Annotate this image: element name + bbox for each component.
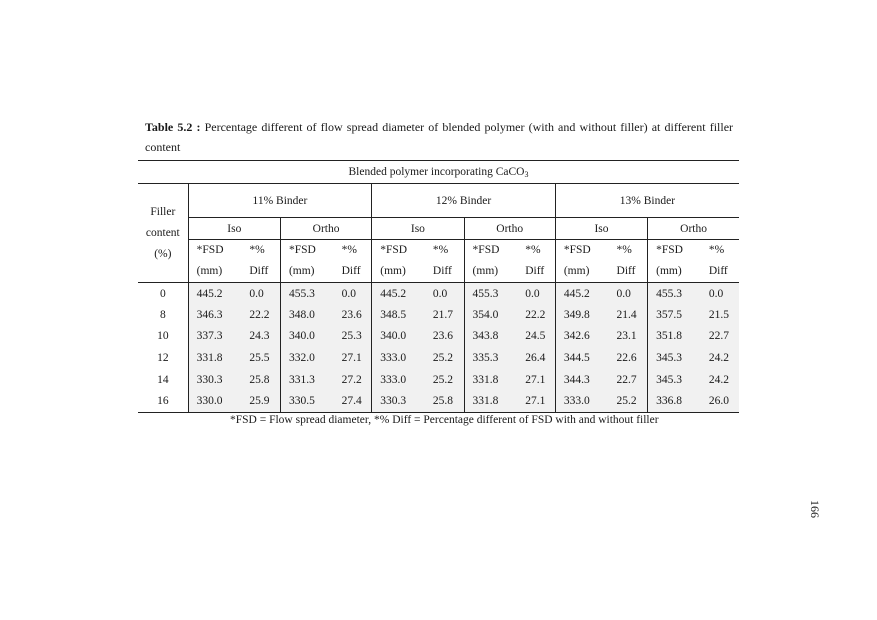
binder-header-12: 12% Binder	[372, 184, 556, 218]
col-head-unit-diff: Diff	[609, 261, 648, 283]
fsd-value-cell: 330.3	[372, 390, 425, 412]
diff-value-cell: 25.9	[241, 390, 280, 412]
diff-value-cell: 21.7	[425, 304, 464, 326]
fsd-value-cell: 344.5	[555, 347, 608, 369]
fsd-value-cell: 342.6	[555, 326, 608, 348]
col-head-diff: *%	[334, 240, 372, 261]
col-head-diff: *%	[241, 240, 280, 261]
fsd-value-cell: 345.3	[648, 369, 701, 391]
binder-header-11: 11% Binder	[188, 184, 372, 218]
diff-value-cell: 25.8	[241, 369, 280, 391]
fsd-value-cell: 455.3	[280, 283, 333, 305]
col-head-fsd: *FSD	[472, 244, 500, 257]
resin-header-ortho: Ortho	[464, 218, 555, 240]
fsd-value-cell: 348.0	[280, 304, 333, 326]
resin-header-iso: Iso	[188, 218, 280, 240]
col-head-unit-mm: (mm)	[372, 261, 425, 283]
fsd-value-cell: 351.8	[648, 326, 701, 348]
diff-value-cell: 0.0	[701, 283, 739, 305]
row-header-filler-content: Filler content (%)	[138, 184, 188, 283]
col-head-fsd: *FSD	[380, 244, 408, 257]
table-row	[138, 326, 739, 348]
table-body	[138, 283, 739, 413]
col-head-unit-diff: Diff	[517, 261, 555, 283]
filler-content-cell: 16	[138, 390, 188, 412]
filler-content-cell: 0	[138, 283, 188, 305]
filler-content-cell: 8	[138, 304, 188, 326]
diff-value-cell: 23.6	[334, 304, 372, 326]
fsd-value-cell: 343.8	[464, 326, 517, 348]
fsd-value-cell: 345.3	[648, 347, 701, 369]
fsd-value-cell: 330.0	[188, 390, 241, 412]
fsd-value-cell: 445.2	[188, 283, 241, 305]
fsd-value-cell: 344.3	[555, 369, 608, 391]
col-head-diff: *%	[517, 240, 555, 261]
col-head-unit-diff: Diff	[425, 261, 464, 283]
fsd-value-cell: 455.3	[648, 283, 701, 305]
diff-value-cell: 25.8	[425, 390, 464, 412]
table-row	[138, 347, 739, 369]
col-head-unit-mm: (mm)	[555, 261, 608, 283]
diff-value-cell: 21.5	[701, 304, 739, 326]
diff-value-cell: 25.3	[334, 326, 372, 348]
col-head-fsd: *FSD	[656, 244, 683, 257]
fsd-value-cell: 332.0	[280, 347, 333, 369]
diff-value-cell: 25.5	[241, 347, 280, 369]
fsd-value-cell: 455.3	[464, 283, 517, 305]
diff-value-cell: 23.1	[609, 326, 648, 348]
diff-value-cell: 27.1	[517, 390, 555, 412]
col-head-unit-diff: Diff	[241, 261, 280, 283]
col-head-unit-mm: (mm)	[464, 261, 517, 283]
fsd-value-cell: 340.0	[280, 326, 333, 348]
col-head-fsd: *FSD	[196, 244, 224, 257]
fsd-value-cell: 330.5	[280, 390, 333, 412]
fsd-value-cell: 445.2	[555, 283, 608, 305]
diff-value-cell: 22.7	[701, 326, 739, 348]
diff-value-cell: 26.4	[517, 347, 555, 369]
page-number: 166	[808, 500, 822, 518]
diff-value-cell: 25.2	[609, 390, 648, 412]
col-head-fsd: *FSD	[563, 244, 591, 257]
diff-value-cell: 21.4	[609, 304, 648, 326]
results-table	[138, 160, 739, 413]
diff-value-cell: 24.2	[701, 369, 739, 391]
table-label: Table 5.2 :	[145, 120, 201, 134]
col-head-unit-diff: Diff	[701, 261, 739, 283]
diff-value-cell: 25.2	[425, 369, 464, 391]
diff-value-cell: 27.1	[517, 369, 555, 391]
resin-header-iso: Iso	[372, 218, 464, 240]
diff-value-cell: 27.1	[334, 347, 372, 369]
diff-value-cell: 27.2	[334, 369, 372, 391]
fsd-value-cell: 333.0	[372, 347, 425, 369]
fsd-value-cell: 333.0	[555, 390, 608, 412]
table-row	[138, 369, 739, 391]
filler-content-cell: 14	[138, 369, 188, 391]
fsd-value-cell: 337.3	[188, 326, 241, 348]
fsd-value-cell: 357.5	[648, 304, 701, 326]
fsd-value-cell: 346.3	[188, 304, 241, 326]
diff-value-cell: 22.6	[609, 347, 648, 369]
fsd-value-cell: 336.8	[648, 390, 701, 412]
col-head-diff: *%	[425, 240, 464, 261]
diff-value-cell: 23.6	[425, 326, 464, 348]
fsd-value-cell: 335.3	[464, 347, 517, 369]
table-row	[138, 283, 739, 305]
diff-value-cell: 24.5	[517, 326, 555, 348]
col-head-fsd: *FSD	[288, 244, 316, 257]
binder-header-13: 13% Binder	[555, 184, 739, 218]
diff-value-cell: 22.2	[517, 304, 555, 326]
fsd-value-cell: 349.8	[555, 304, 608, 326]
diff-value-cell: 0.0	[609, 283, 648, 305]
filler-content-cell: 10	[138, 326, 188, 348]
fsd-value-cell: 340.0	[372, 326, 425, 348]
fsd-value-cell: 445.2	[372, 283, 425, 305]
diff-value-cell: 0.0	[241, 283, 280, 305]
table-footnote: *FSD = Flow spread diameter, *% Diff = Percentage different of FSD with and without filler	[230, 414, 659, 426]
super-header: Blended polymer incorporating CaCO$_3$	[138, 161, 739, 184]
fsd-value-cell: 354.0	[464, 304, 517, 326]
diff-value-cell: 22.7	[609, 369, 648, 391]
table-row	[138, 304, 739, 326]
diff-value-cell: 0.0	[517, 283, 555, 305]
col-head-diff: *%	[708, 244, 725, 257]
col-head-unit-mm: (mm)	[188, 261, 241, 283]
table-row	[138, 390, 739, 412]
diff-value-cell: 24.3	[241, 326, 280, 348]
fsd-value-cell: 330.3	[188, 369, 241, 391]
diff-value-cell: 25.2	[425, 347, 464, 369]
diff-value-cell: 26.0	[701, 390, 739, 412]
table-caption-text: Percentage different of flow spread diameter of blended polymer (with and without filler) at different filler content	[145, 120, 734, 154]
diff-value-cell: 24.2	[701, 347, 739, 369]
resin-header-iso: Iso	[555, 218, 647, 240]
diff-value-cell: 0.0	[334, 283, 372, 305]
fsd-value-cell: 331.8	[188, 347, 241, 369]
col-head-diff: *%	[609, 240, 648, 261]
col-head-unit-mm: (mm)	[280, 261, 333, 283]
col-head-unit-mm: (mm)	[648, 261, 701, 283]
table-caption	[145, 117, 733, 157]
fsd-value-cell: 331.8	[464, 390, 517, 412]
diff-value-cell: 22.2	[241, 304, 280, 326]
fsd-value-cell: 331.3	[280, 369, 333, 391]
col-head-unit-diff: Diff	[334, 261, 372, 283]
resin-header-ortho: Ortho	[280, 218, 371, 240]
diff-value-cell: 0.0	[425, 283, 464, 305]
resin-header-ortho: Ortho	[648, 218, 739, 240]
fsd-value-cell: 348.5	[372, 304, 425, 326]
fsd-value-cell: 333.0	[372, 369, 425, 391]
filler-content-cell: 12	[138, 347, 188, 369]
fsd-value-cell: 331.8	[464, 369, 517, 391]
diff-value-cell: 27.4	[334, 390, 372, 412]
